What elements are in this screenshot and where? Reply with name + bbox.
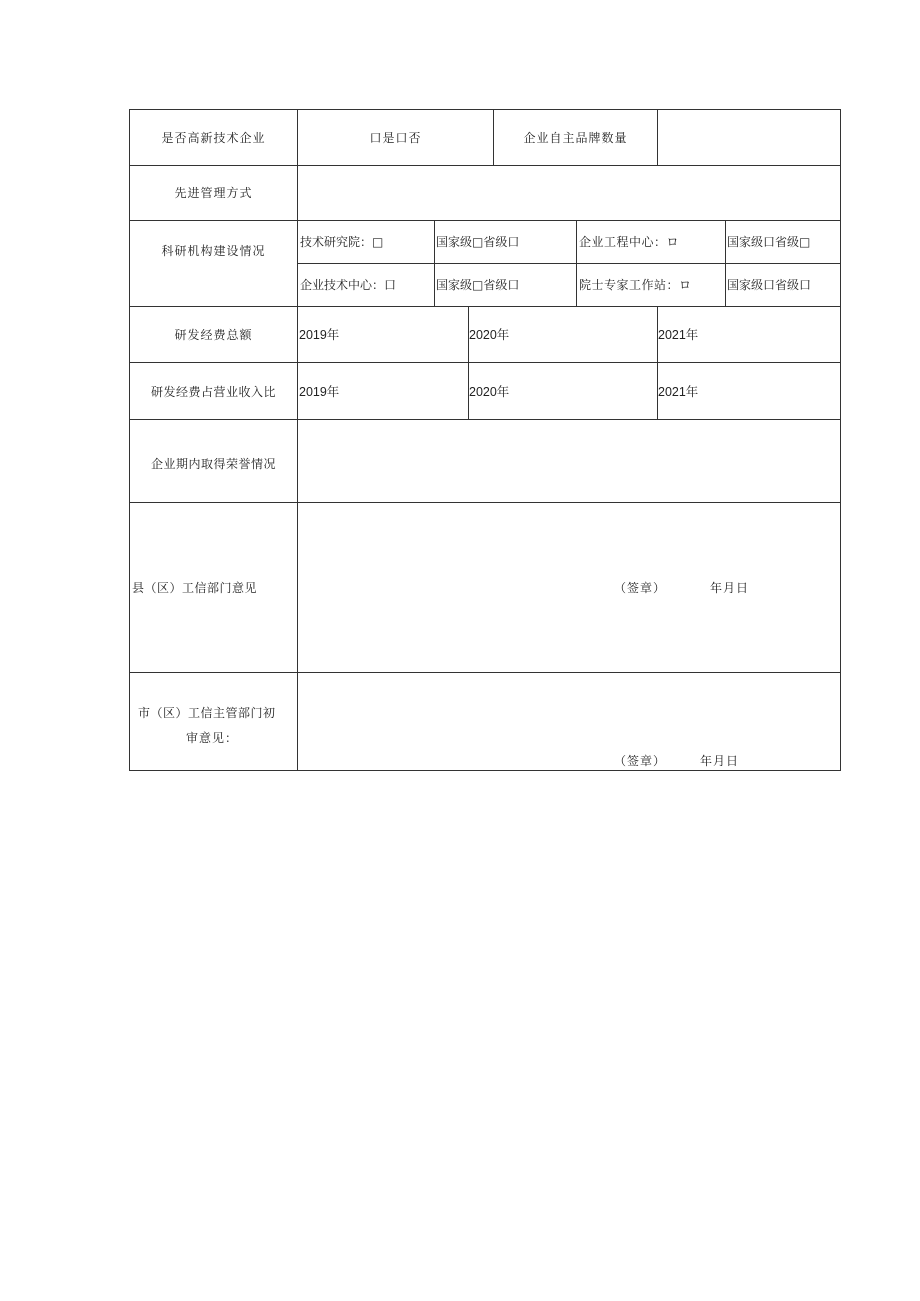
tech-institute-checkbox[interactable]: 技术研究院：□ xyxy=(300,235,384,249)
row-divider xyxy=(130,419,840,420)
rd-total-label: 研发经费总额 xyxy=(174,328,253,342)
column-divider xyxy=(297,110,298,770)
county-opinion-label: 县（区）工信部门意见 xyxy=(132,581,258,595)
engineering-center-level[interactable]: 国家级口省级□ xyxy=(727,235,811,249)
rd-ratio-2021[interactable]: 2021年 xyxy=(658,385,699,399)
academician-station-level[interactable]: 国家级口省级口 xyxy=(727,278,812,292)
city-opinion-seal: （签章） xyxy=(614,754,667,768)
city-opinion-label-line2: 审意见： xyxy=(186,731,239,745)
row-divider xyxy=(130,220,840,221)
column-divider xyxy=(657,110,658,165)
rd-total-2020[interactable]: 2020年 xyxy=(469,328,510,342)
research-institutions-label: 科研机构建设情况 xyxy=(161,244,266,258)
brand-count-label: 企业自主品牌数量 xyxy=(523,131,628,145)
high-tech-choice[interactable]: 口是口否 xyxy=(369,131,422,145)
tech-center-level[interactable]: 国家级□省级口 xyxy=(436,278,520,292)
column-divider xyxy=(468,306,469,419)
rd-ratio-2019[interactable]: 2019年 xyxy=(299,385,340,399)
county-opinion-seal: （签章） xyxy=(614,581,667,595)
row-divider xyxy=(130,362,840,363)
tech-center-checkbox[interactable]: 企业技术中心：口 xyxy=(300,278,397,292)
application-form-table xyxy=(129,109,841,771)
rd-ratio-label: 研发经费占营业收入比 xyxy=(150,385,276,399)
city-opinion-date: 年月日 xyxy=(700,754,740,768)
row-divider xyxy=(130,306,840,307)
column-divider xyxy=(725,220,726,306)
tech-institute-level[interactable]: 国家级□省级口 xyxy=(436,235,520,249)
column-divider xyxy=(576,220,577,306)
rd-total-2019[interactable]: 2019年 xyxy=(299,328,340,342)
county-opinion-date: 年月日 xyxy=(710,581,750,595)
column-divider xyxy=(657,306,658,419)
column-divider xyxy=(434,220,435,306)
row-divider xyxy=(298,263,840,264)
city-opinion-label-line1: 市（区）工信主管部门初 xyxy=(138,706,276,720)
row-divider xyxy=(130,672,840,673)
engineering-center-checkbox[interactable]: 企业工程中心：ロ xyxy=(579,235,680,249)
academician-station-checkbox[interactable]: 院士专家工作站：ロ xyxy=(579,278,692,292)
management-label: 先进管理方式 xyxy=(174,186,253,200)
rd-total-2021[interactable]: 2021年 xyxy=(658,328,699,342)
honors-label: 企业期内取得荣誉情况 xyxy=(150,457,276,471)
row-divider xyxy=(130,502,840,503)
row-divider xyxy=(130,165,840,166)
high-tech-label: 是否高新技术企业 xyxy=(161,131,266,145)
rd-ratio-2020[interactable]: 2020年 xyxy=(469,385,510,399)
